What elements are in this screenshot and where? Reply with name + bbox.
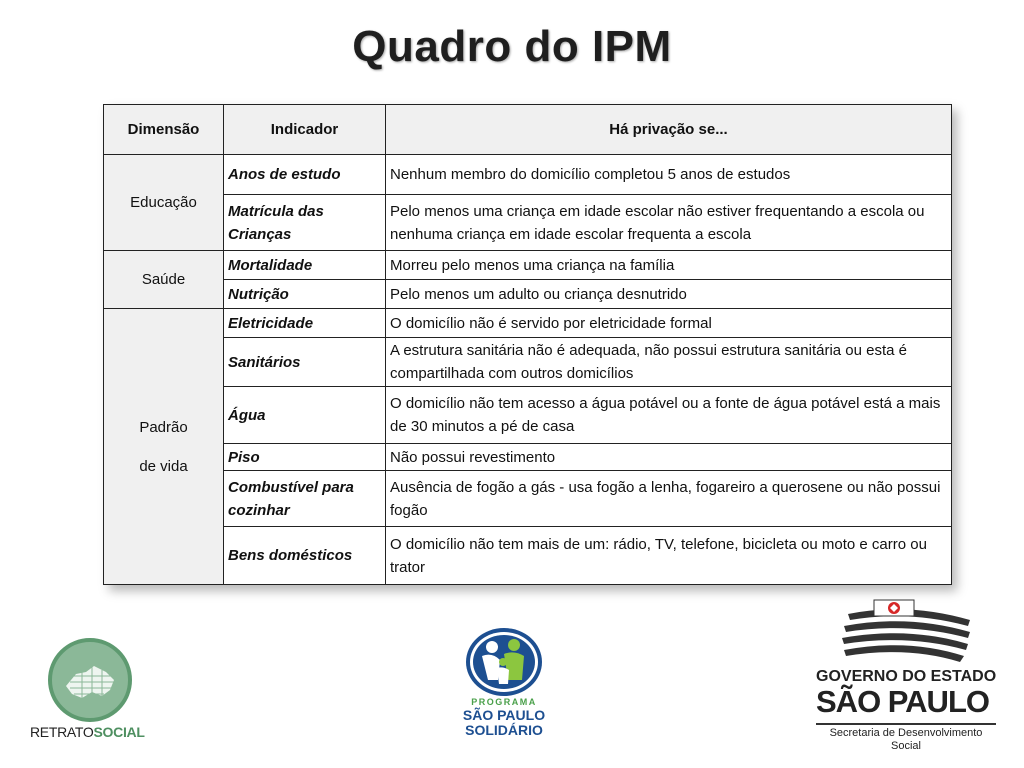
programa-solidario: SOLIDÁRIO <box>465 722 543 738</box>
table-row <box>104 195 952 251</box>
indicator-cell: Matrícula das Crianças <box>224 195 386 251</box>
indicator-cell: Bens domésticos <box>224 527 386 585</box>
indicator-cell: Mortalidade <box>224 251 386 280</box>
retrato-social-wordmark: RETRATOSOCIAL <box>30 724 145 740</box>
table-row <box>104 527 952 585</box>
header-indicador: Indicador <box>224 105 386 155</box>
header-dimensao: Dimensão <box>104 105 224 155</box>
description-cell: O domicílio não tem mais de um: rádio, TV, telefone, bicicleta ou moto e carro ou trator <box>386 527 952 585</box>
indicator-cell: Piso <box>224 444 386 471</box>
description-cell: O domicílio não é servido por eletricidade formal <box>386 309 952 338</box>
dimension-padrao-de-vida <box>104 309 224 585</box>
dimension-padrao-line1: Padrão <box>139 418 188 436</box>
governo-sao-paulo-logo <box>808 596 1004 756</box>
programa-sao-paulo: SÃO PAULO <box>462 707 546 723</box>
table-row <box>104 444 952 471</box>
table-row <box>104 309 952 338</box>
retrato-social-logo <box>28 636 156 746</box>
table-row <box>104 251 952 280</box>
table-header-row <box>104 105 952 155</box>
indicator-cell: Eletricidade <box>224 309 386 338</box>
indicator-cell: Água <box>224 387 386 444</box>
table-row <box>104 280 952 309</box>
family-figures-icon <box>452 624 556 696</box>
description-cell: Pelo menos um adulto ou criança desnutrido <box>386 280 952 309</box>
ipm-table <box>103 104 952 585</box>
sao-paulo-flag-emblem-icon <box>808 596 1004 668</box>
retrato-social-emblem-icon <box>48 638 132 722</box>
description-cell: A estrutura sanitária não é adequada, não possui estrutura sanitária ou esta é compartilhada com outros domicílios <box>386 338 952 387</box>
dimension-padrao-line2: de vida <box>139 457 188 475</box>
dimension-saude: Saúde <box>104 251 224 309</box>
indicator-cell: Sanitários <box>224 338 386 387</box>
table-row <box>104 338 952 387</box>
governo-do-estado-text: GOVERNO DO ESTADO <box>816 668 997 685</box>
table-row <box>104 155 952 195</box>
description-cell: Não possui revestimento <box>386 444 952 471</box>
programa-label: PROGRAMA <box>471 697 537 707</box>
sao-paulo-text: SÃO PAULO <box>816 684 989 719</box>
indicator-cell: Anos de estudo <box>224 155 386 195</box>
ipm-table-container <box>103 104 951 585</box>
description-cell: O domicílio não tem acesso a água potável ou a fonte de água potável está a mais de 30 minutos a pé de casa <box>386 387 952 444</box>
table-row <box>104 387 952 444</box>
secretaria-text: Secretaria de Desenvolvimento Social <box>829 727 983 752</box>
header-privacao: Há privação se... <box>386 105 952 155</box>
programa-sao-paulo-solidario-logo <box>452 624 556 748</box>
indicator-cell: Nutrição <box>224 280 386 309</box>
table-row <box>104 471 952 527</box>
description-cell: Ausência de fogão a gás - usa fogão a lenha, fogareiro a querosene ou não possui fogão <box>386 471 952 527</box>
page-title: Quadro do IPM <box>352 22 672 71</box>
indicator-cell: Combustível para cozinhar <box>224 471 386 527</box>
dimension-educacao: Educação <box>104 155 224 251</box>
description-cell: Pelo menos uma criança em idade escolar não estiver frequentando a escola ou nenhuma criança em idade escolar frequenta a escola <box>386 195 952 251</box>
description-cell: Morreu pelo menos uma criança na família <box>386 251 952 280</box>
divider <box>816 723 996 725</box>
description-cell: Nenhum membro do domicílio completou 5 anos de estudos <box>386 155 952 195</box>
